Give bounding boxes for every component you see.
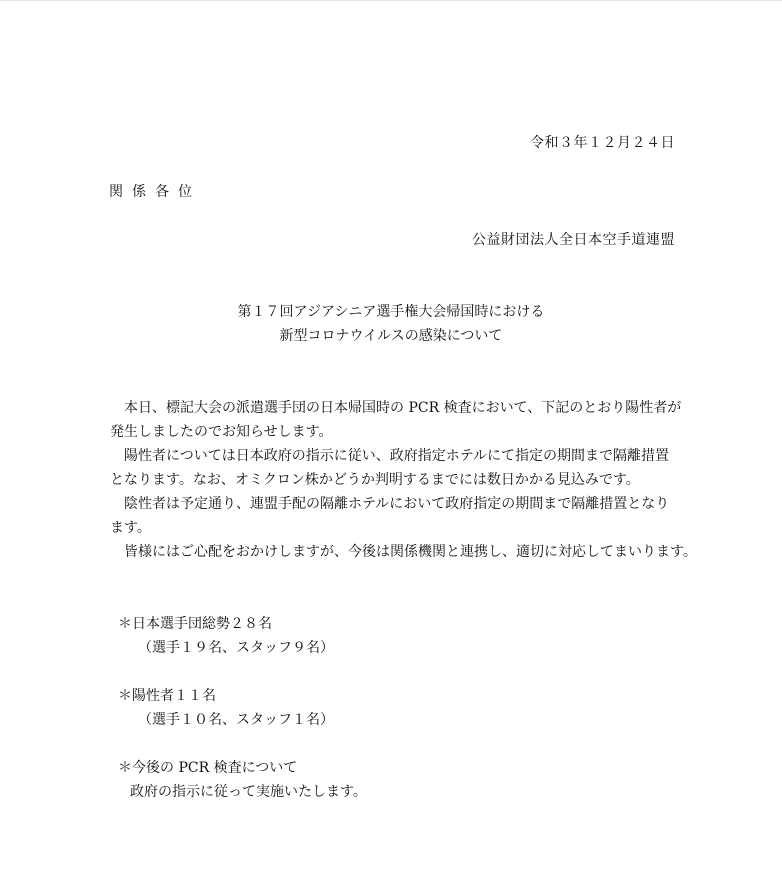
item-detail-team-size: （選手１９名、スタッフ９名） (138, 640, 334, 656)
body-text-line: ます。 (110, 520, 151, 536)
item-heading-pcr-testing: ＊今後の PCR 検査について (118, 760, 298, 776)
body-text-line: 陽性者については日本政府の指示に従い、政府指定ホテルにて指定の期間まで隔離措置 (110, 448, 670, 464)
body-text-line: となります。なお、オミクロン株かどうか判明するまでには数日かかる見込みです。 (110, 472, 640, 488)
document-title-line-1: 第１７回アジアシニア選手権大会帰国時における (237, 304, 545, 320)
addressee: 関係各位 (109, 184, 201, 200)
top-border (0, 0, 782, 1)
sender-organization: 公益財団法人全日本空手道連盟 (472, 232, 675, 248)
item-detail-pcr-testing: 政府の指示に従って実施いたします。 (130, 784, 367, 800)
item-detail-positives: （選手１０名、スタッフ１名） (138, 712, 334, 728)
document-title-line-2: 新型コロナウイルスの感染について (279, 328, 503, 344)
item-heading-positives: ＊陽性者１１名 (118, 688, 216, 704)
body-text-line: 本日、標記大会の派遣選手団の日本帰国時の PCR 検査において、下記のとおり陽性者が (110, 400, 682, 416)
item-heading-team-size: ＊日本選手団総勢２８名 (118, 616, 272, 632)
body-text-line: 陰性者は予定通り、連盟手配の隔離ホテルにおいて政府指定の期間まで隔離措置となり (110, 496, 670, 512)
document-date: 令和３年１２月２４日 (530, 135, 675, 151)
body-text-line: 皆様にはご心配をおかけしますが、今後は関係機関と連携し、適切に対応してまいります。 (110, 544, 697, 560)
body-text-line: 発生しましたのでお知らせします。 (110, 424, 333, 440)
